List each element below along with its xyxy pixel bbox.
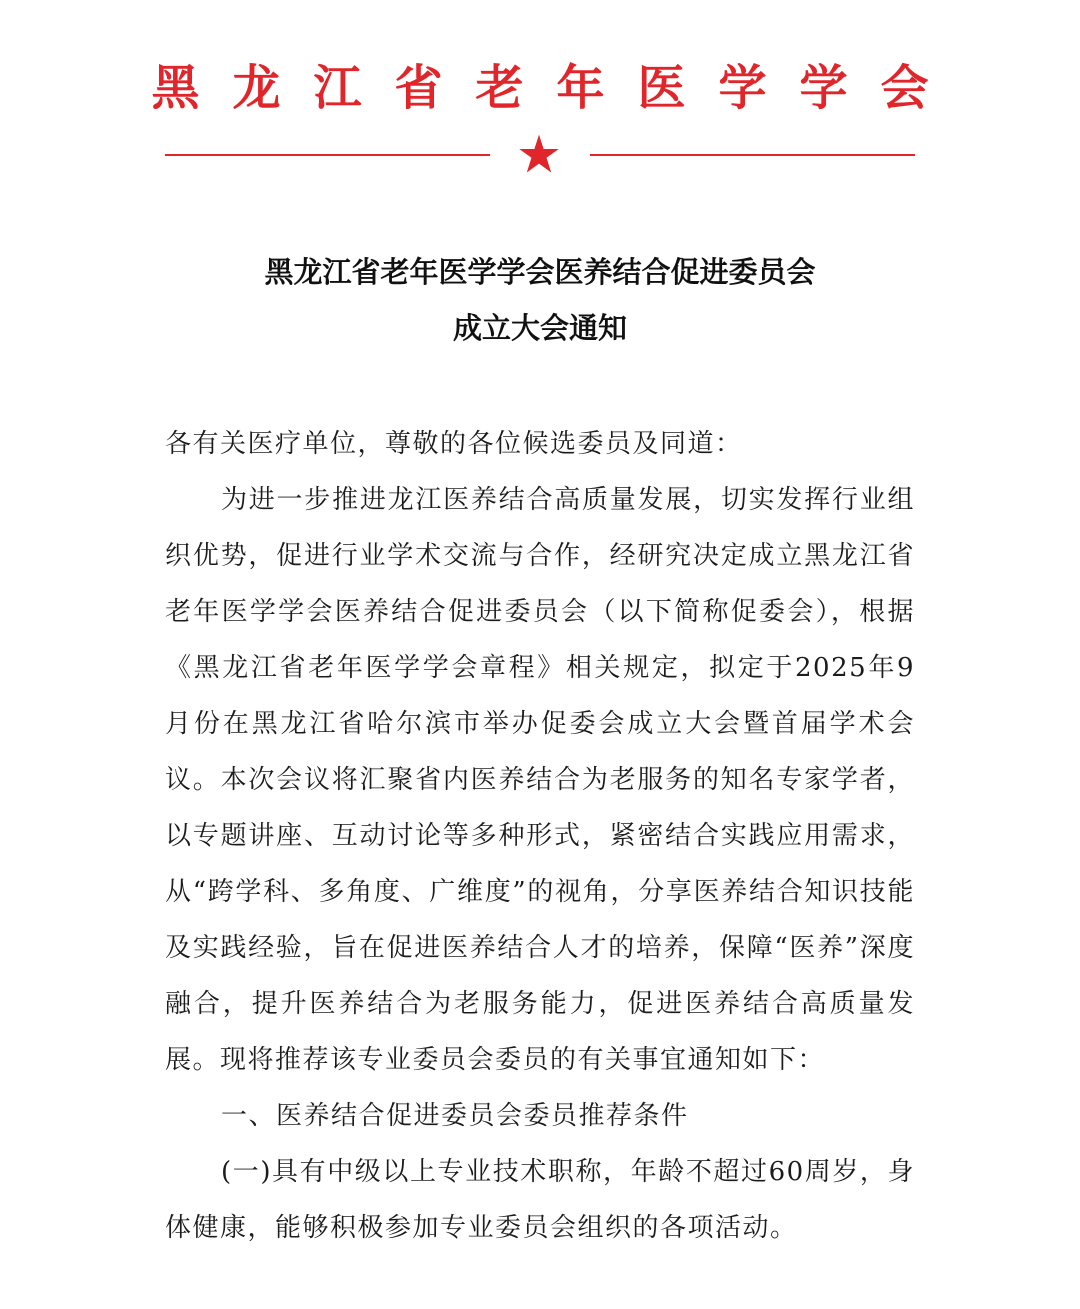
notice-body <box>165 416 915 1256</box>
salutation: 各有关医疗单位，尊敬的各位候选委员及同道： <box>165 429 743 459</box>
notice-title-line2: 成立大会通知 <box>452 311 627 345</box>
star-icon <box>518 133 560 175</box>
organization-name: 黑龙江省老年医学学会 <box>151 60 962 116</box>
section-heading: 一、医养结合促进委员会委员推荐条件 <box>221 1101 689 1131</box>
letterhead-rule-right <box>590 154 915 156</box>
paragraph-intro: 为进一步推进龙江医养结合高质量发展，切实发挥行业组织优势，促进行业学术交流与合作，经研究决定成立黑龙江省老年医学学会医养结合促进委员会（以下简称促委会），根据《黑龙江省老年医学学会章程》相关规定，拟定于2025年9月份在黑龙江省哈尔滨市举办促委会成立大会暨首届学术会议。本次会议将汇聚省内医养结合为老服务的知名专家学者，以专题讲座、互动讨论等多种形式，紧密结合实践应用需求，从“跨学科、多角度、广维度”的视角，分享医养结合知识技能及实践经验，旨在促进医养结合人才的培养，保障“医养”深度融合，提升医养结合为老服务能力，促进医养结合高质量发展。现将推荐该专业委员会委员的有关事宜通知如下： <box>165 485 915 1075</box>
list-item: (一)具有中级以上专业技术职称，年龄不超过60周岁，身体健康，能够积极参加专业委员会组织的各项活动。 <box>165 1157 915 1243</box>
letterhead-rule-left <box>165 154 490 156</box>
notice-title-line1: 黑龙江省老年医学学会医养结合促进委员会 <box>264 255 816 289</box>
